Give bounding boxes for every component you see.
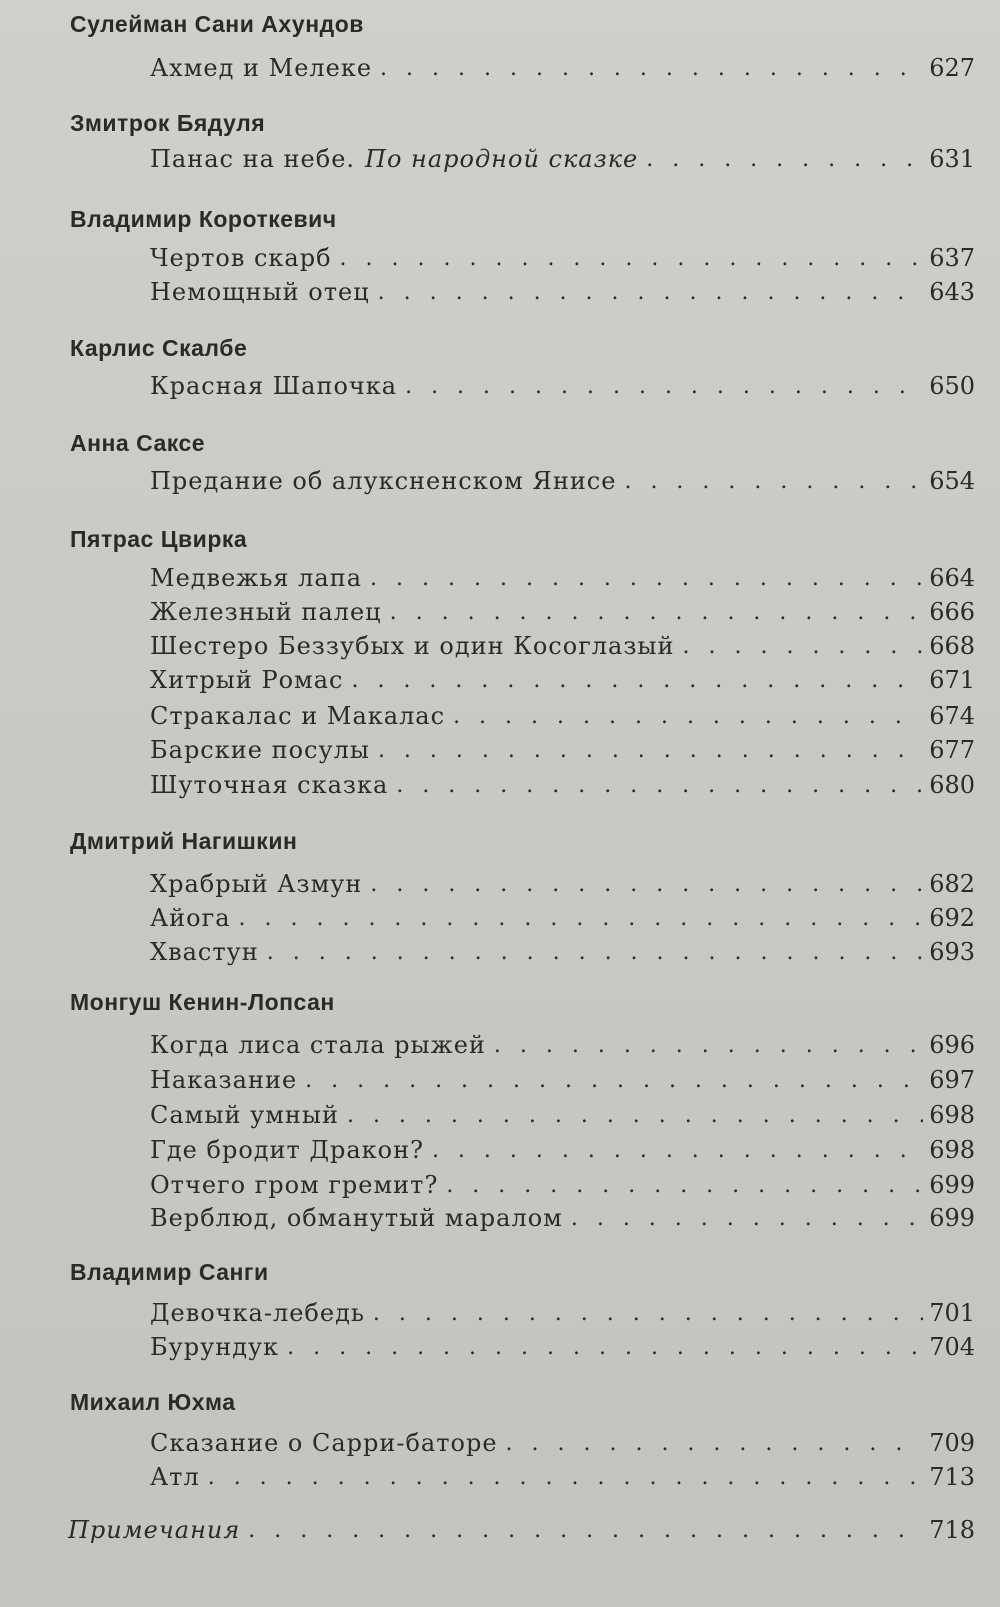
entry-title: Барские посулы <box>150 736 370 764</box>
page-number: 692 <box>929 904 975 932</box>
entry-title: Медвежья лапа <box>150 564 363 592</box>
dot-leader <box>624 469 923 494</box>
dot-leader <box>248 1518 923 1543</box>
dot-leader <box>208 1465 923 1490</box>
toc-entry <box>150 1457 975 1497</box>
page-number: 699 <box>929 1204 975 1232</box>
entry-title: Железный палец <box>150 598 382 626</box>
author-heading: Владимир Короткевич <box>70 206 337 232</box>
toc-entry-notes <box>68 1510 975 1550</box>
page-number: 713 <box>929 1463 975 1491</box>
author-heading: Пятрас Цвирка <box>70 526 248 552</box>
entry-title: Когда лиса стала рыжей <box>150 1031 486 1059</box>
page-number: 668 <box>929 632 975 660</box>
toc-entry <box>150 1198 975 1238</box>
dot-leader <box>571 1206 923 1231</box>
toc-entry <box>150 932 975 972</box>
page-number: 693 <box>929 938 975 966</box>
entry-title: Атл <box>150 1463 200 1491</box>
dot-leader <box>506 1431 924 1456</box>
toc-entry <box>150 765 975 805</box>
dot-leader <box>340 246 924 271</box>
entry-title: Бурундук <box>150 1333 280 1361</box>
page-number: 709 <box>929 1429 975 1457</box>
author-heading: Карлис Скалбе <box>70 335 248 361</box>
entry-title: Шестеро Беззубых и один Косоглазый <box>150 632 675 660</box>
dot-leader <box>446 1173 923 1198</box>
page-number: 701 <box>929 1299 975 1327</box>
dot-leader <box>351 668 923 693</box>
toc-entry <box>150 366 975 406</box>
dot-leader <box>378 738 923 763</box>
entry-title: Где бродит Дракон? <box>150 1136 424 1164</box>
page-number: 671 <box>929 666 975 694</box>
entry-title: Хвастун <box>150 938 259 966</box>
dot-leader <box>380 56 923 81</box>
dot-leader <box>390 600 924 625</box>
dot-leader <box>267 940 923 965</box>
entry-title: Храбрый Азмун <box>150 870 363 898</box>
author-heading: Монгуш Кенин-Лопсан <box>70 989 335 1015</box>
page-number: 696 <box>929 1031 975 1059</box>
dot-leader <box>370 566 923 591</box>
page-number: 643 <box>929 278 975 306</box>
entry-title: Красная Шапочка <box>150 372 398 400</box>
toc-entry <box>150 1130 975 1170</box>
dot-leader <box>405 374 923 399</box>
dot-leader <box>378 280 924 305</box>
page-number: 680 <box>929 771 975 799</box>
page-number: 637 <box>929 244 975 272</box>
toc-entry <box>150 272 975 312</box>
author-heading: Дмитрий Нагишкин <box>70 828 298 854</box>
toc-entry <box>150 461 975 501</box>
dot-leader <box>373 1301 923 1326</box>
toc-entry <box>150 660 975 700</box>
page-number: 631 <box>929 145 975 173</box>
page-number: 654 <box>929 467 975 495</box>
page-number: 664 <box>929 564 975 592</box>
author-heading: Владимир Санги <box>70 1259 269 1285</box>
toc-entry <box>150 1327 975 1367</box>
author-heading: Змитрок Бядуля <box>70 110 266 136</box>
page-number: 698 <box>929 1101 975 1129</box>
notes-title: Примечания <box>68 1516 241 1544</box>
entry-title: Предание об алуксненском Янисе <box>150 467 617 495</box>
dot-leader <box>646 147 923 172</box>
dot-leader <box>453 704 923 729</box>
page-number: 699 <box>929 1171 975 1199</box>
page-number: 674 <box>929 702 975 730</box>
entry-subtitle: По народной сказке <box>365 145 639 173</box>
page-number: 666 <box>929 598 975 626</box>
toc-entry <box>150 1060 975 1100</box>
page-number: 698 <box>929 1136 975 1164</box>
entry-title: Наказание <box>150 1066 298 1094</box>
toc-entry <box>150 1095 975 1135</box>
entry-title: Стракалас и Макалас <box>150 702 446 730</box>
entry-title: Сказание о Сарри-баторе <box>150 1429 498 1457</box>
dot-leader <box>494 1033 923 1058</box>
dot-leader <box>370 872 923 897</box>
entry-title: Чертов скарб <box>150 244 332 272</box>
dot-leader <box>239 906 924 931</box>
dot-leader <box>396 773 923 798</box>
toc-entry <box>150 48 975 88</box>
page-number: 704 <box>929 1333 975 1361</box>
entry-title: Ахмед и Мелеке <box>150 54 373 82</box>
entry-title: Самый умный <box>150 1101 339 1129</box>
dot-leader <box>432 1138 923 1163</box>
entry-title: Немощный отец <box>150 278 370 306</box>
author-heading: Михаил Юхма <box>70 1389 236 1415</box>
dot-leader <box>287 1335 923 1360</box>
page-number: 677 <box>929 736 975 764</box>
entry-title: Панас на небе. <box>150 145 356 173</box>
toc-entry <box>150 1025 975 1065</box>
entry-title: Шуточная сказка <box>150 771 389 799</box>
page-number: 650 <box>929 372 975 400</box>
entry-title: Айога <box>150 904 231 932</box>
toc-entry <box>150 730 975 770</box>
dot-leader <box>683 634 924 659</box>
author-heading: Анна Саксе <box>70 430 206 456</box>
author-heading: Сулейман Сани Ахундов <box>70 11 364 37</box>
page-number: 697 <box>929 1066 975 1094</box>
entry-title: Девочка-лебедь <box>150 1299 365 1327</box>
entry-title: Хитрый Ромас <box>150 666 344 694</box>
dot-leader <box>347 1103 923 1128</box>
dot-leader <box>305 1068 923 1093</box>
page-number: 627 <box>929 54 975 82</box>
page-number: 682 <box>929 870 975 898</box>
page-number: 718 <box>929 1516 975 1544</box>
entry-title: Отчего гром гремит? <box>150 1171 439 1199</box>
entry-title: Верблюд, обманутый маралом <box>150 1204 563 1232</box>
toc-entry <box>150 139 975 179</box>
